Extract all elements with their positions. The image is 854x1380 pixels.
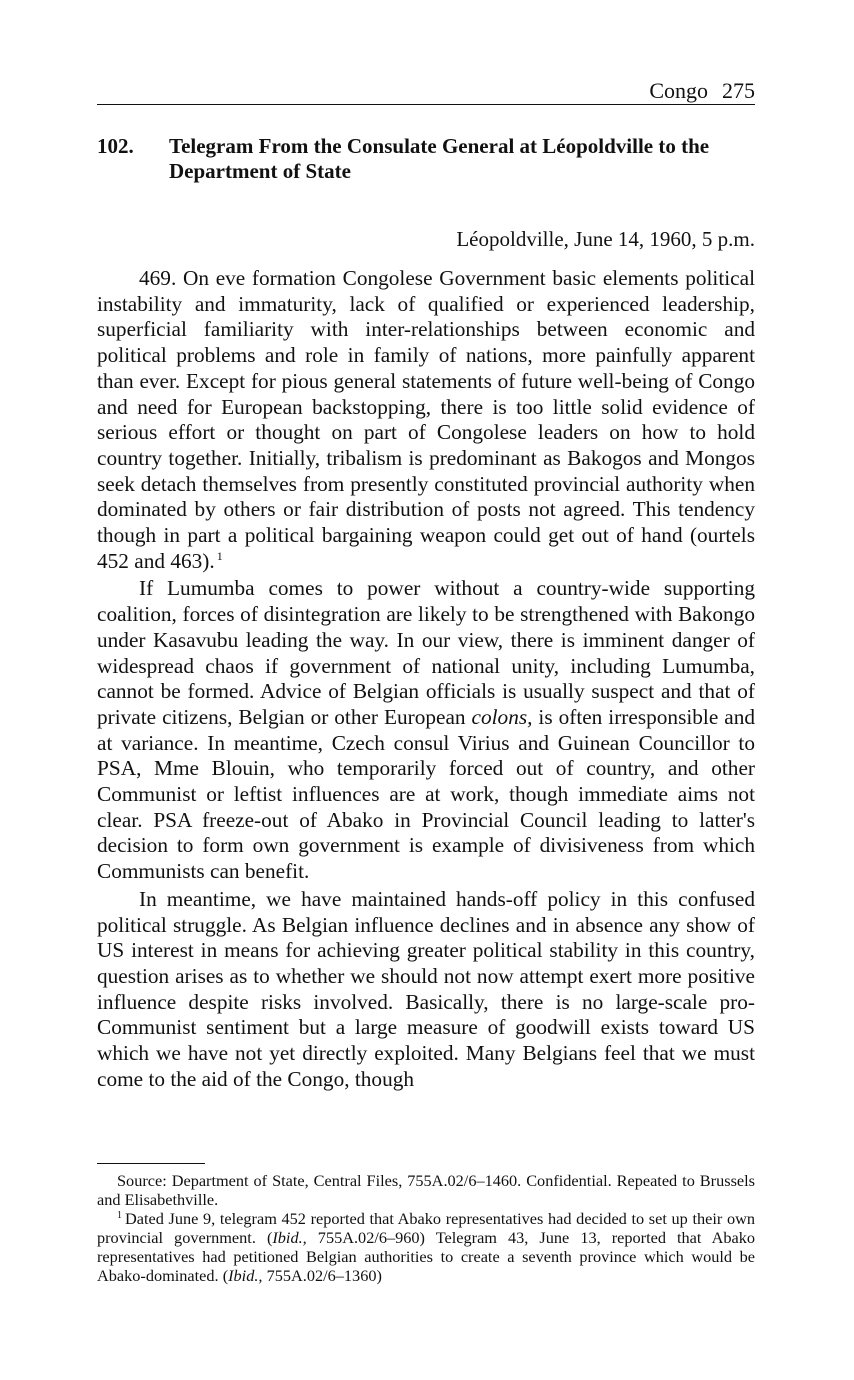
telegram-body — [97, 266, 755, 1095]
running-head — [97, 78, 755, 105]
body-paragraph-2 — [97, 576, 755, 884]
document-title: Telegram From the Consulate General at Léopoldville to the Department of State — [169, 134, 710, 183]
paragraph-2-text-before: If Lumumba comes to power without a country-wide supporting coalition, forces of disintegration are likely to be strengthened with Bakongo under Kasavubu leading the way. In our view, there is imminent danger of widespread chaos if government of national unity, including Lumumba, cannot be formed. Advice of Belgian officials is usually suspect and that of private citizens, Belgian or other European — [97, 576, 755, 729]
paragraph-2-text-after: is often irresponsible and at variance. In meantime, Czech consul Virius and Guinean Councillor to PSA, Mme Blouin, who temporarily forced out of country, and other Communist or leftist influences are at work, though immediate aims not clear. PSA freeze-out of Abako in Provincial Council leading to latter's decision to form own government is example of divisiveness from which Communists can benefit. — [97, 704, 755, 884]
running-head-section: Congo — [649, 78, 708, 103]
footnote-ref-1: 1 — [216, 548, 223, 563]
page-number: 275 — [722, 78, 755, 103]
document-number: 102. — [97, 134, 134, 158]
footnote-1-text-b: 755A.02/6–960) Telegram 43, June 13, reported that Abako representatives had petitioned Belgian authorities to create a seventh province which would be Abako-dominated. ( — [97, 1228, 755, 1286]
footnote-1 — [97, 1209, 755, 1285]
paragraph-1-text: 469. On eve formation Congolese Government basic elements political instability and immaturity, lack of qualified or experienced leadership, superficial familiarity with inter-relationships between economic and political problems and role in family of nations, more painfully apparent than ever. Except for pious general statements of future well-being of Congo and need for European backstopping, there is too little solid evidence of serious effort or thought on part of Congolese leaders on how to hold country together. Initially, tribalism is predominant as Bakogos and Mongos seek detach themselves from presently constituted provincial authority when dominated by others or fair distribution of posts not agreed. This tendency though in part a political bargaining weapon could get out of hand (ourtels 452 and 463). — [97, 266, 755, 573]
footnote-1-ibid-b: Ibid., — [228, 1266, 263, 1286]
footnote-1-text-c: 755A.02/6–1360) — [262, 1266, 382, 1286]
italic-term-colons: colons, — [471, 704, 533, 729]
footnote-divider — [97, 1163, 205, 1164]
footnote-1-marker: 1 — [117, 1209, 122, 1221]
footnote-1-text-a: Dated June 9, telegram 452 reported that Abako representatives had decided to set up their own provincial government. ( — [97, 1209, 755, 1248]
body-paragraph-3 — [97, 887, 755, 1093]
body-paragraph-1 — [97, 266, 755, 574]
dateline: Léopoldville, June 14, 1960, 5 p.m. — [456, 227, 755, 251]
footnotes — [97, 1171, 755, 1286]
paragraph-3-text: In meantime, we have maintained hands-off policy in this confused political struggle. As Belgian influence declines and in absence any show of US interest in means for achieving greater political stability in this country, question arises as to whether we should not now attempt exert more positive influence despite risks involved. Basically, there is no large-scale pro-Communist sentiment but a large measure of goodwill exists toward US which we have not yet directly exploited. Many Belgians feel that we must come to the aid of the Congo, though — [97, 886, 755, 1091]
footnote-1-ibid-a: Ibid., — [272, 1228, 307, 1248]
source-note: Source: Department of State, Central Files, 755A.02/6–1460. Confidential. Repeated to Brussels and Elisabethville. — [97, 1171, 755, 1210]
